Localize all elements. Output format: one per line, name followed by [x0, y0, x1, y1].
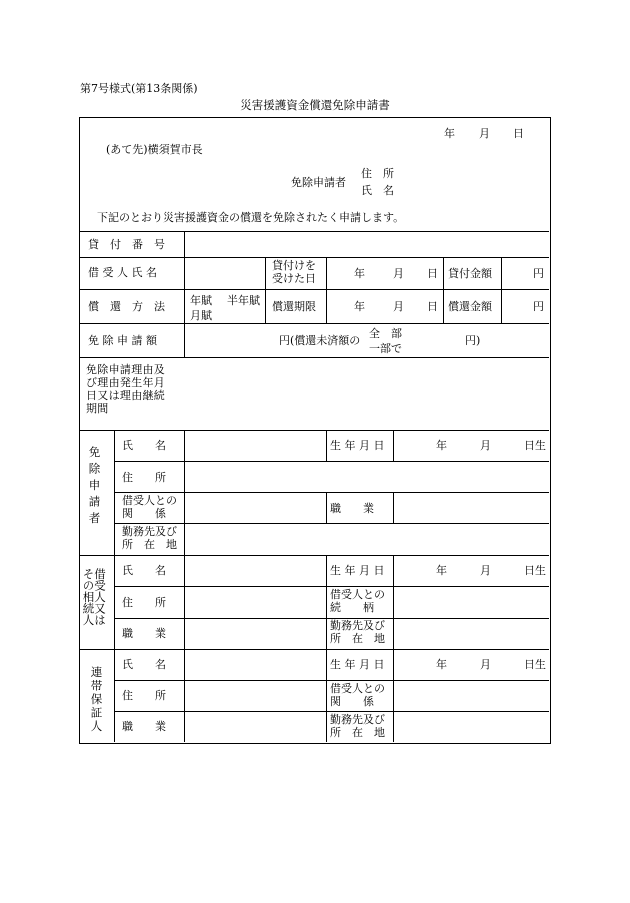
guarantor-birthdate-label: 生 年 月 日 [330, 658, 385, 671]
col-line [326, 649, 327, 742]
col-line [114, 430, 115, 742]
deadline-year: 年 [354, 300, 365, 313]
row-line [80, 555, 549, 556]
col-line [393, 492, 394, 523]
col-line [393, 430, 394, 461]
col-line [326, 555, 327, 649]
yen-close: 円) [465, 334, 481, 347]
guarantor-occupation-label: 職 業 [122, 720, 166, 733]
applicant-birth-day: 日生 [524, 439, 546, 452]
loan-date-day: 日 [427, 267, 438, 280]
document-title: 災害援護資金償還免除申請書 [240, 98, 390, 112]
guarantor-address-label: 住 所 [122, 689, 166, 702]
applicant-relation-label: 借受人との 関 係 [122, 494, 177, 520]
loan-date-month: 月 [393, 267, 404, 280]
applicant-birthdate-label: 生 年 月 日 [330, 439, 385, 452]
exemption-reason-label: 免除申請理由及 び理由発生年月 日又は理由継続 期間 [86, 363, 166, 415]
heir-birthdate-label: 生 年 月 日 [330, 564, 385, 577]
deadline-month: 月 [393, 300, 404, 313]
address-label: 住 所 [361, 167, 394, 180]
name-label: 氏 名 [361, 184, 394, 197]
method-annual: 年賦 [190, 294, 212, 307]
date-day-label: 日 [513, 127, 524, 140]
applicant-birth-month: 月 [480, 439, 491, 452]
row-line [80, 323, 549, 324]
col-line [184, 430, 185, 742]
applicant-birth-year: 年 [436, 439, 447, 452]
heir-birth-month: 月 [480, 564, 491, 577]
heir-birth-day: 日生 [524, 564, 546, 577]
row-line [114, 711, 549, 712]
yen-unpaid-prefix: 円(償還未済額の [279, 334, 361, 347]
repayment-deadline-label: 償還期限 [272, 300, 316, 313]
col-line [326, 257, 327, 323]
loan-received-date-label: 貸付けを 受けた日 [272, 259, 316, 285]
heir-birth-year: 年 [436, 564, 447, 577]
deadline-day: 日 [427, 300, 438, 313]
guarantor-birth-day: 日生 [524, 658, 546, 671]
heir-section-label: 借受人又はその相続人 [81, 568, 107, 626]
guarantor-section-label: 連帯保証人 [89, 666, 104, 734]
col-line [265, 257, 266, 323]
method-semiannual: 半年賦 [227, 294, 260, 307]
heir-name-label: 氏 名 [122, 564, 166, 577]
row-line [114, 461, 549, 462]
method-monthly: 月賦 [190, 309, 212, 322]
heir-relation-label: 借受人との 続 柄 [330, 588, 385, 614]
row-line [114, 680, 549, 681]
applicant-name-label: 氏 名 [122, 439, 166, 452]
header-divider [80, 231, 549, 232]
date-year-label: 年 [444, 127, 455, 140]
heir-occupation-label: 職 業 [122, 627, 166, 640]
col-line [443, 257, 444, 323]
row-line [114, 586, 549, 587]
row-line [80, 289, 549, 290]
col-line [393, 555, 394, 649]
guarantor-workplace-label: 勤務先及び 所 在 地 [330, 713, 385, 739]
loan-date-year: 年 [354, 267, 365, 280]
col-line [326, 430, 327, 461]
row-line [114, 492, 549, 493]
row-line [80, 649, 549, 650]
form-number: 第7号様式(第13条関係) [80, 82, 198, 95]
applicant-occupation-label: 職 業 [330, 502, 374, 515]
col-line [184, 231, 185, 357]
applicant-workplace-label: 勤務先及び 所 在 地 [122, 525, 177, 551]
guarantor-relation-label: 借受人との 関 係 [330, 682, 385, 708]
loan-number-label: 貸 付 番 号 [88, 238, 165, 251]
col-line [326, 492, 327, 523]
request-statement: 下記のとおり災害援護資金の償還を免除されたく申請します。 [97, 211, 405, 224]
partial-portion: 一部で [369, 342, 402, 355]
guarantor-birth-year: 年 [436, 658, 447, 671]
date-month-label: 月 [479, 127, 490, 140]
row-line [80, 430, 549, 431]
applicant-address-label: 住 所 [122, 471, 166, 484]
repayment-amount-label: 償還金額 [448, 300, 492, 313]
repayment-amount-yen: 円 [533, 300, 544, 313]
row-line [114, 523, 549, 524]
heir-workplace-label: 勤務先及び 所 在 地 [330, 619, 385, 645]
borrower-name-label: 借 受 人 氏 名 [88, 266, 157, 279]
application-form [79, 117, 551, 744]
addressee: (あて先)横須賀市長 [106, 143, 203, 156]
row-line [80, 357, 549, 358]
all-portion: 全 部 [369, 327, 402, 340]
row-line [80, 257, 549, 258]
loan-amount-label: 貸付金額 [448, 267, 492, 280]
applicant-section-label: 免除申請者 [87, 446, 102, 529]
loan-amount-yen: 円 [533, 267, 544, 280]
heir-address-label: 住 所 [122, 596, 166, 609]
col-line [393, 649, 394, 742]
repayment-method-label: 償 還 方 法 [88, 300, 165, 313]
guarantor-birth-month: 月 [480, 658, 491, 671]
col-line [501, 257, 502, 323]
guarantor-name-label: 氏 名 [122, 658, 166, 671]
applicant-label: 免除申請者 [291, 176, 346, 189]
exemption-amount-label: 免 除 申 請 額 [88, 334, 157, 347]
